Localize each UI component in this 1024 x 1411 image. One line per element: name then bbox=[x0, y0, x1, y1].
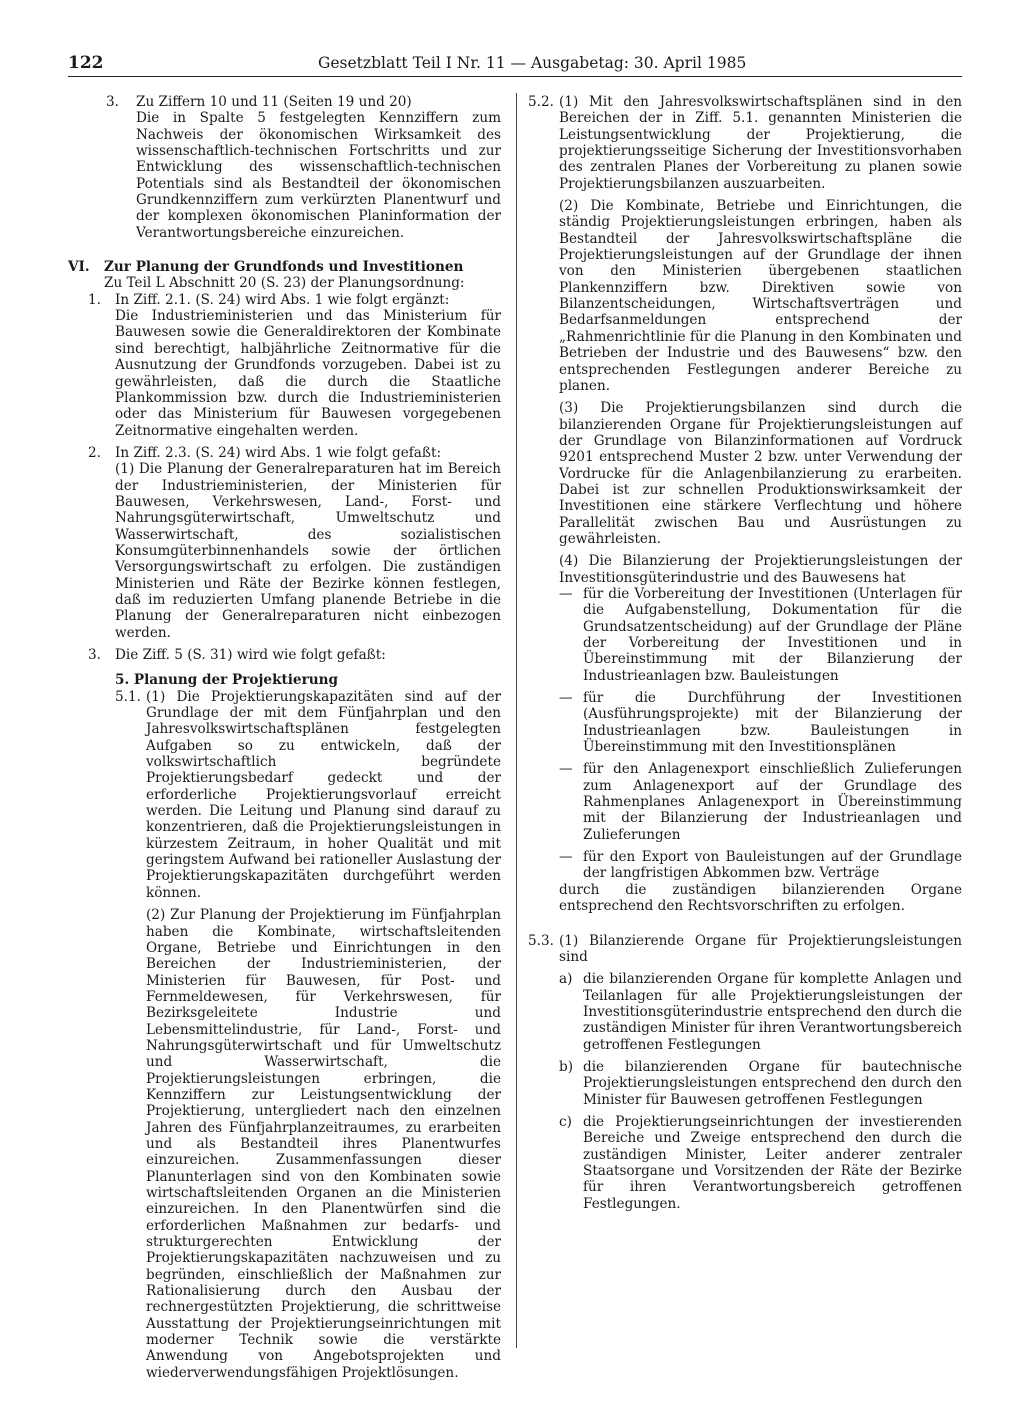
list-item bbox=[559, 849, 962, 882]
list-item-text: für den Anlagenexport einschließlich Zulieferungen zum Anlagenexport auf der Grundlage des Rahmenplanes Anlagenexport in Übereinstimmung mit der Bilanzierung der Industrieanlagen und Zulieferungen bbox=[583, 761, 962, 843]
list-item bbox=[559, 761, 962, 843]
section-vi-heading: Zur Planung der Grundfonds und Investitionen bbox=[104, 259, 464, 276]
dash-marker: — bbox=[559, 690, 573, 707]
header-rule bbox=[68, 76, 962, 77]
dash-marker: — bbox=[559, 849, 573, 866]
item-1-text: Die Industrieministerien und das Ministerium für Bauwesen sowie die Generaldirektoren der Kombinate sind berechtigt, halbjährliche Zeitnormative für die Ausnutzung der Grundfonds vorzugeben. Dabei ist zu gewährleisten, daß die durch die Staatliche Plankommission bzw. durch die Industrieministerien oder das Ministerium für Bauwesen vorgegebenen Zeitnormative eingehalten werden. bbox=[115, 308, 501, 439]
item-b-label: b) bbox=[559, 1058, 574, 1075]
section-5-3-number: 5.3. bbox=[528, 932, 554, 949]
section-5-3 bbox=[528, 933, 962, 1213]
item-a-label: a) bbox=[559, 971, 573, 988]
gazette-header: Gesetzblatt Teil I Nr. 11 — Ausgabetag: 30. April 1985 bbox=[318, 54, 747, 72]
item-1-number: 1. bbox=[88, 291, 101, 308]
section-vi-subheading: Zu Teil L Abschnitt 20 (S. 23) der Planungsordnung: bbox=[104, 275, 465, 292]
list-item-text: für den Export von Bauleistungen auf der Grundlage der langfristigen Abkommen bzw. Verträge bbox=[583, 849, 962, 882]
item-3 bbox=[68, 647, 501, 663]
section-vi-number: VI. bbox=[68, 259, 90, 276]
right-column bbox=[528, 94, 962, 1212]
section-3-heading: Zu Ziffern 10 und 11 (Seiten 19 und 20) bbox=[136, 94, 412, 110]
item-2-number: 2. bbox=[88, 444, 101, 461]
item-b-text: die bilanzierenden Organe für bautechnische Projektierungsleistungen entsprechend den durch den Minister für Bauwesen getroffenen Festlegungen bbox=[583, 1058, 962, 1108]
list-item-text: für die Vorbereitung der Investitionen (Unterlagen für die Aufgabenstellung, Dokumentation für die Grundsatzentscheidung) auf der Grundlage der Pläne der Vorbereitung der Investitionen und in Übereinstimmung mit der Bilanzierung der Industrieanlagen bzw. Bauleistungen bbox=[583, 585, 962, 684]
section-5-2-para-3: (3) Die Projektierungsbilanzen sind durch die bilanzierenden Organe für Projektierungsleistungen auf der Grundlage von Bilanzinformationen auf Vordruck 9201 entsprechend Muster 2 bzw. unter Verwendung der Vordrucke für die Anlagenbilanzierung zu erarbeiten. Dabei ist zur schnellen Produktionswirksamkeit der Investitionen eine stärkere Verflechtung und höhere Parallelität zwischen Bau und Ausrüstungen zu gewährleisten. bbox=[559, 400, 962, 547]
section-5-1-para-2: (2) Zur Planung der Projektierung im Fünfjahrplan haben die Kombinate, wirtschaftsleitenden Organe, Betriebe und Einrichtungen in den Bereichen der Industrieministerien, der Ministerien für Bauwesen, für Post- und Fernmeldewesen, für Verkehrswesen, für Bezirksgeleitete Industrie und Lebensmittelindustrie, für Land-, Forst- und Nahrungsgüterwirtschaft und für Umweltschutz und Wasserwirtschaft, die Projektierungsleistungen erbringen, die Kennziffern zur Leistungsentwicklung der Projektierung, untergliedert nach den einzelnen Jahren des Fünfjahrplanzeitraumes, zu erarbeiten und als Bestandteil ihres Planentwurfes einzureichen. Zusammenfassungen dieser Planunterlagen sind von den Kombinaten sowie wirtschaftsleitenden Organen an die Ministerien einzureichen. In den Planentwürfen sind die erforderlichen Maßnahmen zur bedarfs- und strukturgerechten Entwicklung der Projektierungskapazitäten nachzuweisen und zu begründen, einschließlich der Maßnahmen zur Rationalisierung durch den Ausbau der rechnergestützten Projektierung, die schrittweise Ausstattung der Projektierungseinrichtungen mit moderner Technik sowie die verstärkte Anwendung von Angebotsprojekten und wiederverwendungsfähigen Projektlösungen. bbox=[146, 907, 501, 1381]
list-item bbox=[559, 1059, 962, 1108]
section-5-2-para-2: (2) Die Kombinate, Betriebe und Einrichtungen, die ständig Projektierungsleistungen erbringen, haben als Bestandteil der Jahresvolkswirtschaftspläne die Projektierungsleistungen auf der Grundlage der ihnen von den Ministerien übergebenen staatlichen Plankennziffern bzw. Direktiven sowie von Bilanzentscheidungen, Wirtschaftsverträgen und Bedarfsanmeldungen entsprechend der „Rahmenrichtlinie für die Planung in den Kombinaten und Betrieben der Industrie und des Bauwesens“ bzw. den entsprechenden Festlegungen anderer Bereiche zu planen. bbox=[559, 198, 962, 394]
section-5-2-number: 5.2. bbox=[528, 94, 554, 110]
section-5-1 bbox=[68, 689, 501, 1381]
item-c-label: c) bbox=[559, 1113, 572, 1130]
list-item bbox=[559, 690, 962, 755]
heading-5-projektierung: 5. Planung der Projektierung bbox=[115, 672, 339, 689]
item-3-heading: Die Ziff. 5 (S. 31) wird wie folgt gefaßt: bbox=[115, 647, 386, 663]
list-item bbox=[559, 1114, 962, 1212]
dash-marker: — bbox=[559, 761, 573, 778]
section-3-number: 3. bbox=[106, 94, 119, 110]
list-item bbox=[559, 971, 962, 1053]
item-2-heading: In Ziff. 2.3. (S. 24) wird Abs. 1 wie folgt gefaßt: bbox=[115, 444, 442, 461]
item-c-text: die Projektierungseinrichtungen der investierenden Bereiche und Zweige entsprechend den durch die zuständigen Minister, Leiter anderer zentraler Staatsorgane und Vorsitzenden der Räte der Bezirke für ihren Verantwortungsbereich getroffenen Festlegungen. bbox=[583, 1113, 962, 1212]
section-3 bbox=[68, 94, 501, 241]
item-2 bbox=[68, 445, 501, 641]
page-number: 122 bbox=[68, 53, 104, 73]
item-1 bbox=[68, 292, 501, 439]
list-item-text: für die Durchführung der Investitionen (Ausführungsprojekte) mit der Bilanzierung der Industrieanlagen bzw. Bauleistungen in Übereinstimmung mit den Investitionsplänen bbox=[583, 690, 962, 756]
left-column bbox=[68, 94, 501, 1381]
section-5-2-para-1: (1) Mit den Jahresvolkswirtschaftsplänen sind in den Bereichen der in Ziff. 5.1. genannten Ministerien die Leistungsentwicklung der Projektierung, die projektierungsseitige Sicherung der Investitionsvorhaben des zentralen Planes der Vorbereitung zu planen sowie Projektierungsbilanzen auszuarbeiten. bbox=[559, 94, 962, 192]
item-3-number: 3. bbox=[88, 647, 101, 663]
dash-marker: — bbox=[559, 585, 573, 602]
list-item bbox=[559, 586, 962, 684]
section-5-2-para-4: (4) Die Bilanzierung der Projektierungsleistungen der Investitionsgüterindustrie und des Bauwesens hat bbox=[559, 553, 962, 586]
section-5-2 bbox=[528, 94, 962, 915]
column-divider bbox=[516, 93, 517, 1348]
item-2-text: (1) Die Planung der Generalreparaturen hat im Bereich der Industrieministerien, der Ministerien für Bauwesen, Verkehrswesen, Land-, Forst- und Nahrungsgüterwirtschaft, Umweltschutz und Wasserwirtschaft, des sozialistischen Konsumgüterbinnenhandels sowie der örtlichen Versorgungswirtschaft zu erfolgen. Die zuständigen Ministerien und Räte der Bezirke können festlegen, daß im reduzierten Umfang planende Betriebe in die Planung der Generalreparaturen nicht einbezogen werden. bbox=[115, 461, 501, 641]
section-5-1-number: 5.1. bbox=[115, 688, 141, 705]
section-5-2-closing: durch die zuständigen bilanzierenden Organe entsprechend den Rechtsvorschriften zu erfolgen. bbox=[559, 881, 962, 915]
section-3-text: Die in Spalte 5 festgelegten Kennziffern zum Nachweis der ökonomischen Wirksamkeit des wissenschaftlich-technischen Fortschritts und zur Entwicklung des wissenschaftlich-technischen Potentials sind als Bestandteil der ökonomischen Grundkennziffern zum verkürzten Planentwurf und der komplexen ökonomischen Planinformation der Verantwortungsbereiche einzureichen. bbox=[136, 110, 501, 241]
item-1-heading: In Ziff. 2.1. (S. 24) wird Abs. 1 wie folgt ergänzt: bbox=[115, 291, 450, 308]
item-a-text: die bilanzierenden Organe für komplette Anlagen und Teilanlagen für alle Projektierungsleistungen der Investitionsgüterindustrie entsprechend den durch die zuständigen Minister für ihren Verantwortungsbereich getroffenen Festlegungen bbox=[583, 971, 962, 1053]
section-5-3-para-1: (1) Bilanzierende Organe für Projektierungsleistungen sind bbox=[559, 932, 962, 965]
section-5-1-para-1: (1) Die Projektierungskapazitäten sind auf der Grundlage der mit dem Fünfjahrplan und den Jahresvolkswirtschaftsplänen festgelegten Aufgaben so zu entwickeln, daß der volkswirtschaftlich begründete Projektierungsbedarf gedeckt und der erforderliche Projektierungsvorlauf erreicht werden. Die Leitung und Planung sind darauf zu konzentrieren, daß die Projektierungsleistungen in kürzestem Zeitraum, in hoher Qualität und mit geringstem Aufwand bei rationeller Auslastung der Projektierungskapazitäten durchgeführt werden können. bbox=[146, 688, 501, 901]
section-vi bbox=[68, 259, 501, 292]
